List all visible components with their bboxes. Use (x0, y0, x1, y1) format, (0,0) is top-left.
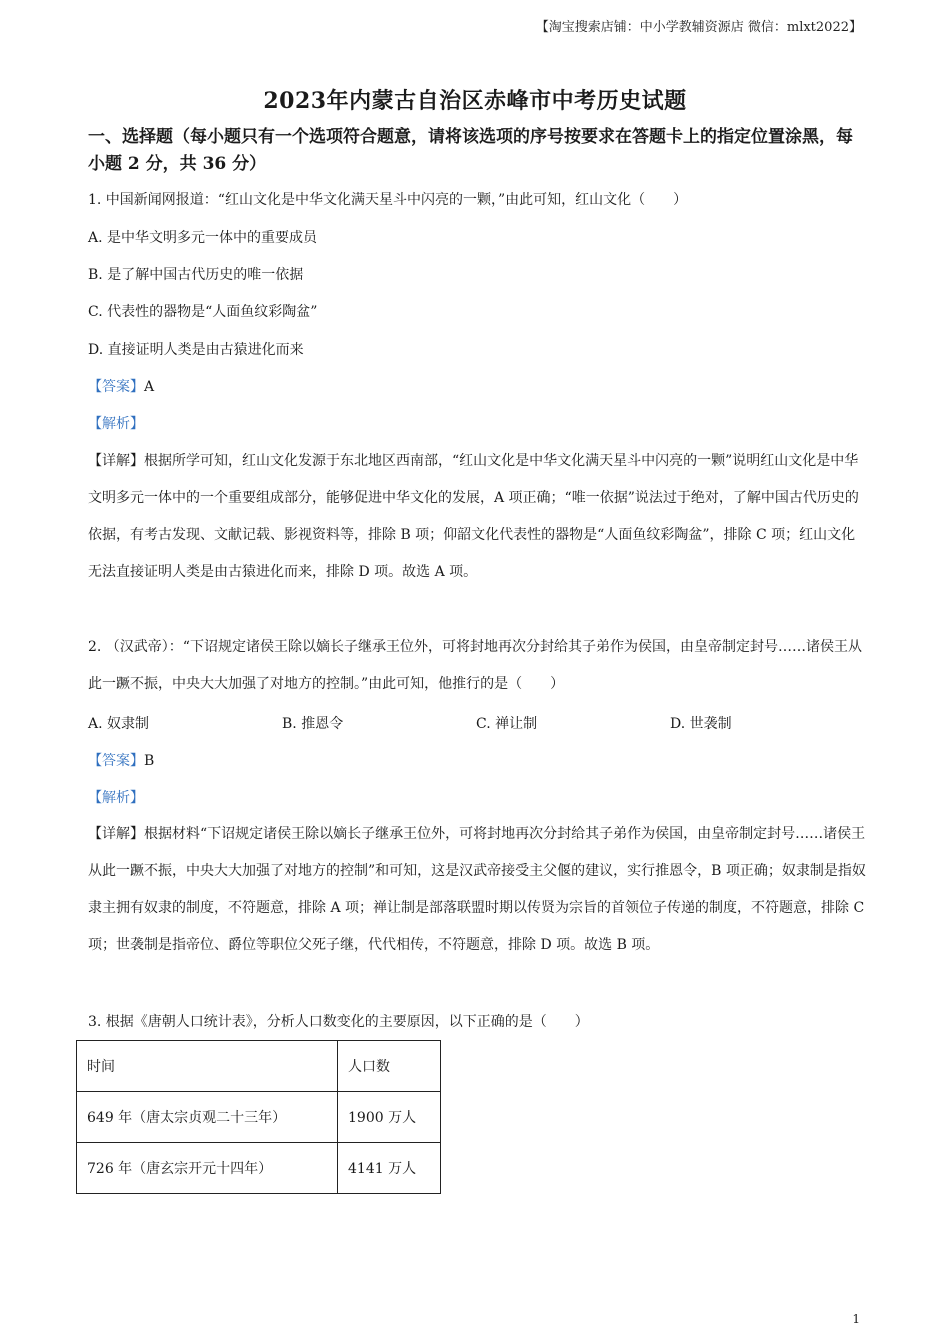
q1-option-a: A. 是中华文明多元一体中的重要成员 (88, 230, 318, 246)
q1-stem: 1. 中国新闻网报道：“红山文化是中华文化满天星斗中闪亮的一颗，”由此可知，红山文化（ ） (88, 192, 688, 208)
section-heading: 一、选择题（每小题只有一个选项符合题意，请将该选项的序号按要求在答题卡上的指定位置涂黑，每小题 2 分，共 36 分） (88, 127, 853, 174)
detail-text: 根据所学可知，红山文化发源于东北地区西南部，“红山文化是中华文化满天星斗中闪亮的一颗”说明红山文化是中华文明多元一体中的一个重要组成部分，能够促进中华文化的发展，A 项正确；“唯一依据”说法过于绝对，了解中国古代历史的依据，有考古发现、文献记载、影视资料等，排除 B 项；仰韶文化代表性的器物是“人面鱼纹彩陶盆”，排除 C 项；红山文化无法直接证明人类是由古猿进化而来，排除 D 项。故选 A 项。 (88, 453, 859, 580)
q1-option-d: D. 直接证明人类是由古猿进化而来 (88, 342, 304, 358)
analysis-label: 【解析】 (88, 790, 144, 806)
q2-answer (88, 751, 868, 771)
q2-analysis (88, 788, 868, 808)
q2-option-a: A. 奴隶制 (88, 716, 150, 732)
answer-value: B (144, 753, 155, 769)
q2-stem: 2. （汉武帝）：“下诏规定诸侯王除以嫡长子继承王位外，可将封地再次分封给其子弟作为侯国，由皇帝制定封号……诸侯王从此一蹶不振，中央大大加强了对地方的控制。”由此可知，他推行的是（ ） (88, 639, 862, 692)
population-table (76, 1040, 441, 1194)
table-header-cell: 人口数 (338, 1041, 441, 1092)
q1-answer (88, 377, 868, 397)
table-header-cell: 时间 (77, 1041, 338, 1092)
q2-option-d: D. 世袭制 (670, 716, 732, 732)
q1-detail (88, 443, 868, 591)
answer-value: A (144, 379, 155, 395)
page-number: 1 (852, 1312, 860, 1326)
table-cell: 649 年（唐太宗贞观二十三年） (77, 1092, 338, 1143)
table-cell: 726 年（唐玄宗开元十四年） (77, 1143, 338, 1194)
table-header-row (77, 1041, 441, 1092)
analysis-label: 【解析】 (88, 416, 144, 432)
detail-label: 【详解】 (88, 453, 144, 469)
page-title: 2023年内蒙古自治区赤峰市中考历史试题 (263, 88, 687, 114)
table-cell: 1900 万人 (338, 1092, 441, 1143)
detail-label: 【详解】 (88, 826, 144, 842)
header-note: 【淘宝搜索店铺：中小学教辅资源店 微信：mlxt2022】 (535, 20, 862, 35)
q1-analysis (88, 414, 868, 434)
q2-option-b: B. 推恩令 (282, 716, 344, 732)
table-row (77, 1092, 441, 1143)
detail-text: 根据材料“下诏规定诸侯王除以嫡长子继承王位外，可将封地再次分封给其子弟作为侯国，由皇帝制定封号……诸侯王从此一蹶不振，中央大大加强了对地方的控制”和可知，这是汉武帝接受主父偃的建议，实行推恩令，B 项正确；奴隶制是指奴隶主拥有奴隶的制度，不符题意，排除 A 项；禅让制是部落联盟时期以传贤为宗旨的首领位子传递的制度，不符题意，排除 C 项；世袭制是指帝位、爵位等职位父死子继，代代相传，不符题意，排除 D 项。故选 B 项。 (88, 826, 866, 953)
answer-label: 【答案】 (88, 379, 144, 395)
q1-option-c: C. 代表性的器物是“人面鱼纹彩陶盆” (88, 304, 318, 320)
q1-option-b: B. 是了解中国古代历史的唯一依据 (88, 267, 304, 283)
table-cell: 4141 万人 (338, 1143, 441, 1194)
q2-option-c: C. 禅让制 (476, 716, 538, 732)
answer-label: 【答案】 (88, 753, 144, 769)
q3-stem: 3. 根据《唐朝人口统计表》，分析人口数变化的主要原因，以下正确的是（ ） (88, 1014, 589, 1030)
table-row (77, 1143, 441, 1194)
q2-detail (88, 816, 868, 964)
